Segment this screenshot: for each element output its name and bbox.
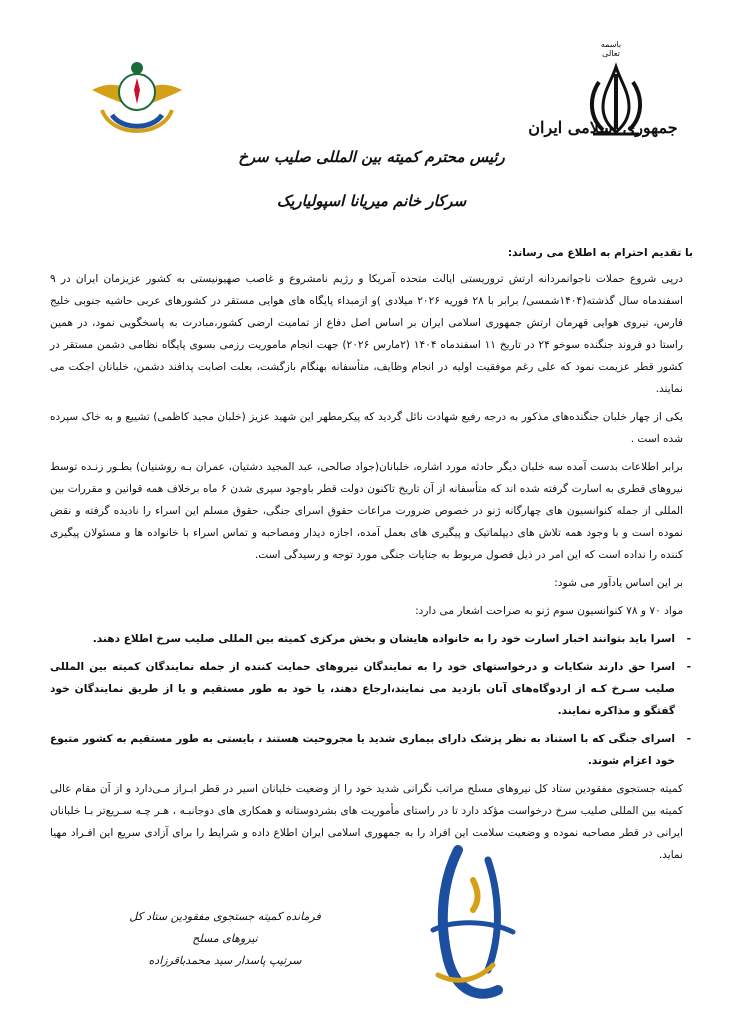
country-name: جمهوری اسلامی ایران: [528, 118, 678, 137]
signature-title: فرمانده کمیته جستجوی مفقودین ستاد کل نیروهای مسلح: [129, 910, 321, 945]
armed-forces-emblem-icon: [82, 50, 192, 150]
bullet-item: - اسرا باید بتوانند اخبار اسارت خود را به خانواده هایشان و بخش مرکزی کمیته بین المللی صلیب سرخ اطلاع دهند.: [50, 628, 693, 650]
paragraph-2: یکی از چهار خلبان جنگنده‌های مذکور به درجه رفیع شهادت نائل گردید که پیکرمطهر این شهید عزیز (خلبان مجید کاظمی) تشییع و به خاک سپرده شده است .: [50, 411, 683, 445]
greeting: با تقدیم احترام به اطلاع می رساند:: [507, 247, 693, 259]
addressee-title: رئیس محترم کمیته بین المللی صلیب سرخ: [238, 148, 505, 166]
paragraph-5: مواد ۷۰ و ۷۸ کنوانسیون سوم ژنو به صراحت اشعار می دارد:: [415, 605, 683, 617]
signature-block: [120, 906, 330, 972]
paragraph-3: برابر اطلاعات بدست آمده سه خلبان دیگر حادثه مورد اشاره، خلبانان(جواد صالحی، عبد المجید دشتیان، عمران بـه روشنیان) بطـور زنـده توسط نیروهای قطری به اسارت گرفته شده اند که متأسفانه از آن تاریخ تاکنون دولت قطر باوجود سپری شدن ۶ ماه برخلاف همه قوانین و مقررات بین المللی از جمله کنوانسیون های چهارگانه ژنو در خصوص ضرورت مراعات حقوق اسرای جنگی، حقوق مسلم این اسراء را نادیده گرفته و نقض نموده است و با وجود همه تلاش های دیپلماتیک و پیگیری های بعمل آمده، اجازه دیدار ومصاحبه و تماس اسراء با خانواده ها و مسئولان پیگیری کننده را نداده است که این امر در ذیل فصول مربوط به جنایات جنگی مورد توجه و رسیدگی است.: [50, 461, 683, 561]
paragraph-6: کمیته جستجوی مفقودین ستاد کل نیروهای مسلح مراتب نگرانی شدید خود را از وضعیت خلبانان اسیر در قطر ابـراز مـی‌دارد و از آن مقام عالی کمیته بین المللی صلیب سرخ درخواست مؤکد دارد تا در راستای مأموریت های بشردوستانه و همکاری های دوجانبـه ، هـر چـه سـریع‌تر بـا خلبانان ایرانی در قطر مصاحبه نموده و وضعیت سلامت این افراد را به جمهوری اسلامی ایران اطلاع داده و شرایط را برای آزادی سریع این افـراد مهیا نماید.: [50, 783, 683, 861]
paragraph-1: درپی شروع حملات ناجوانمردانه ارتش تروریستی ایالت متحده آمریکا و رژیم نامشروع و غاصب صهیونیستی به کشور عزیزمان ایران در ۹ اسفندماه سال گذشته(۱۴۰۴شمسی/ برابر با ۲۸ فوریه ۲۰۲۶ میلادی )و ازمبداء پایگاه های هوایی مستقر در کشورهای عربی حاشیه جنوبی خلیج فارس، نیروی هوایی قهرمان ارتش جمهوری اسلامی ایران بر اساس اصل دفاع از تمامیت ارضی کشور،مبادرت به پاسخگویی نمود، در همین راستا دو فروند جنگنده سوخو ۲۴ در تاریخ ۱۱ اسفندماه ۱۴۰۴ (۲مارس ۲۰۲۶) جهت انجام ماموریت رزمی بسوی پایگاه نظامی دشمن مستقر در کشور قطر عزیمت نمود که علی رغم موفقیت اولیه در انجام وظایف، متأسفانه بهنگام بازگشت، بعلت اصابت پدافند دشمن، خلبانان اجکت می نمایند.: [50, 273, 683, 395]
paragraph-4: بر این اساس یادآور می شود:: [554, 577, 683, 589]
bullet-list: [50, 628, 693, 772]
bullet-item: - اسرای جنگی که با استناد به نظر پزشک دارای بیماری شدید یا مجروحیت هستند ، بایستی به طور مستقیم به کشور متبوع خود اعزام شوند.: [50, 728, 693, 772]
bullet-item: - اسرا حق دارند شکایات و درخواستهای خود را به نمایندگان نیروهای حمایت کننده از جمله نمایندگان کمیته بین المللی صلیب سـرخ کـه از اردوگاه‌های آنان بازدید می نمایند،ارجاع دهند، یا خود به طور مستقیم و یا از طریق نمایندگان خود گفتگو و مذاکره نمایند.: [50, 656, 693, 722]
addressee-name: سرکار خانم میریانا اسپولیاریک: [276, 192, 467, 210]
letter-body: [50, 242, 693, 872]
bismillah-text: باسمه تعالی: [600, 40, 622, 58]
signature-name: سرتیپ پاسدار سید محمدباقرزاده: [148, 954, 302, 967]
seal-calligraphy-icon: [418, 840, 528, 1010]
